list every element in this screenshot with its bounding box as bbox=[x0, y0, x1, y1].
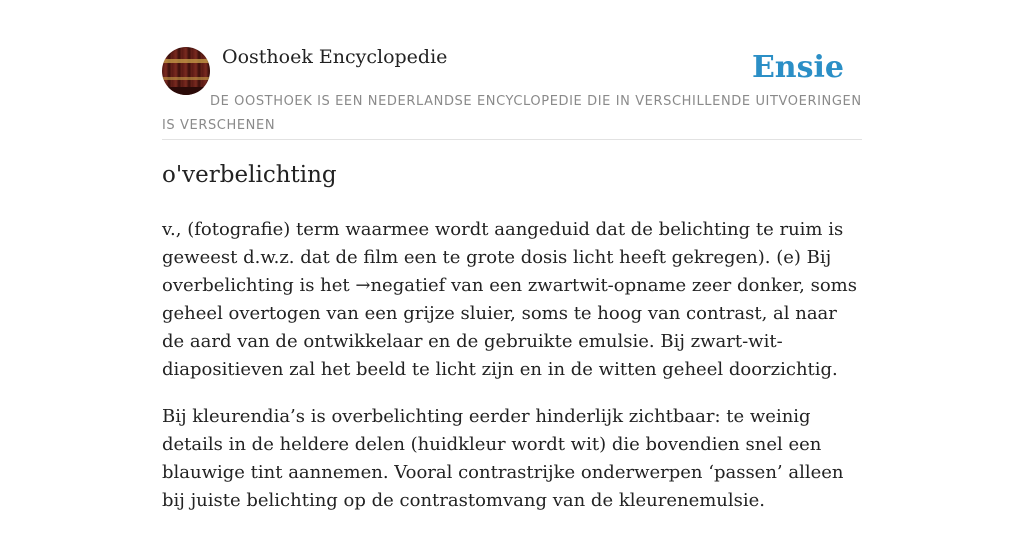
publication-header bbox=[162, 0, 862, 140]
avatar-band bbox=[162, 77, 210, 80]
publication-name[interactable]: Oosthoek Encyclopedie bbox=[222, 46, 448, 68]
paragraph-text: van een zwartwit-opname zeer donker, soms geheel overtogen van een grijze sluier, soms te hoog van contrast, al naar de aard van de ontwikkelaar en de gebruikte emulsie. Bij zwart-wit-diapositieven zal het beeld te licht zijn en in de witten geheel doorzichtig. bbox=[162, 275, 857, 380]
publication-tagline: DE OOSTHOEK IS EEN NEDERLANDSE ENCYCLOPEDIE DIE IN VERSCHILLENDE UITVOERINGEN IS VERSCHENEN bbox=[162, 94, 862, 133]
bookshelf-avatar-icon[interactable] bbox=[162, 47, 210, 95]
paragraph-text: v., (fotografie) term waarmee wordt aangeduid dat de belichting te ruim is geweest d.w.z. dat de film een te grote dosis licht heeft gekregen). (e) Bij overbelichting is het bbox=[162, 219, 844, 296]
article-body bbox=[162, 216, 862, 534]
ensie-logo-link[interactable]: Ensie bbox=[751, 50, 844, 85]
cross-reference-link[interactable]: →negatief bbox=[355, 275, 446, 296]
article-paragraph bbox=[162, 216, 862, 384]
article-paragraph: Bij kleurendia’s is overbelichting eerder hinderlijk zichtbaar: te weinig details in de heldere delen (huidkleur wordt wit) die bovendien snel een blauwige tint aannemen. Vooral contrastrijke onderwerpen ‘passen’ alleen bij juiste belichting op de contrastomvang van de kleurenemulsie. bbox=[162, 406, 844, 511]
article-title: o'verbelichting bbox=[162, 162, 337, 188]
page-container bbox=[162, 0, 862, 511]
avatar-band bbox=[162, 59, 210, 63]
